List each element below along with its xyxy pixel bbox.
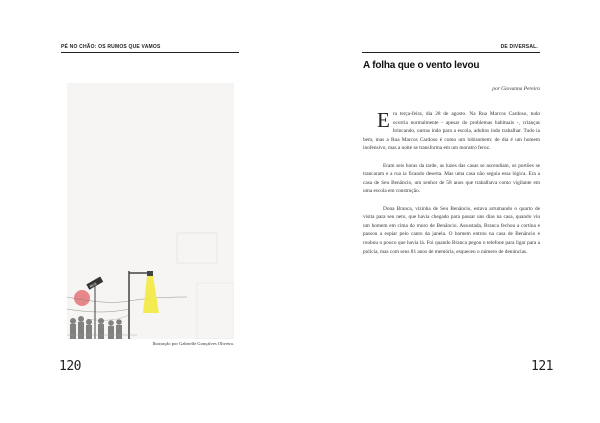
page-number-right: 121 [531, 359, 553, 374]
running-head-left: PÉ NO CHÃO: OS RUMOS QUE VAMOS [61, 44, 161, 50]
drop-cap: E [377, 108, 390, 132]
header-rule-left [61, 52, 239, 53]
paragraph-2: Eram seis horas da tarde, as luzes das casas se ascendiam, os portões se trancaram e a rua ia ficando deserta. Mas uma casa não seguia essa lógica. Era a casa de Seu Benâncio, um senhor de 58 anos que trabalhava como vigilante em uma escola em construção. [363, 162, 540, 195]
paragraph-3: Dona Branca, vizinha de Seu Benâncio, estava arrumando o quarto de visita para seu neto, que havia chegado para passar uns dias na casa, quando viu um homem em cima do muro de Benâncio. Assustada, Branca fechou a cortina e passou a espiar pelo canto da janela. O homem entrou na casa de Benâncio e roubou o pouco que havia lá. Foi quando Branca pegou o telefone para ligar para a polícia, mas com seus 81 anos de memória, esqueceu o número de denúncias. [363, 205, 540, 255]
paragraph-1: Era terça-feira, dia 28 de agosto. Na Rua Marcos Cardoso, tudo ocorria normalmente - apesar do problemas habituais -, crianças brincando, outras indo para a escola, adultos indo trabalhar. Tudo ia bem, mas a Rua Marcos Cardoso é como um lobisomem: de dia é um homem inofensivo, mas a noite se transforma em um monstro feroz. [363, 108, 540, 152]
svg-text:RUA: RUA [89, 281, 98, 289]
illustration [67, 83, 234, 339]
running-head-right: DE DIVERSAL. [500, 44, 538, 50]
header-rule-right [362, 52, 540, 53]
illustration-caption: Ilustração por Gabrielle Gonçalves Oliveira. [152, 341, 234, 346]
sun-shape [74, 290, 90, 306]
page-number-left: 120 [59, 359, 81, 374]
story-title: A folha que o vento levou [363, 60, 480, 71]
story-body [363, 110, 540, 265]
right-page [300, 0, 600, 423]
story-author: por Giovanna Pereira [492, 86, 540, 92]
street-illustration-image [67, 83, 234, 339]
